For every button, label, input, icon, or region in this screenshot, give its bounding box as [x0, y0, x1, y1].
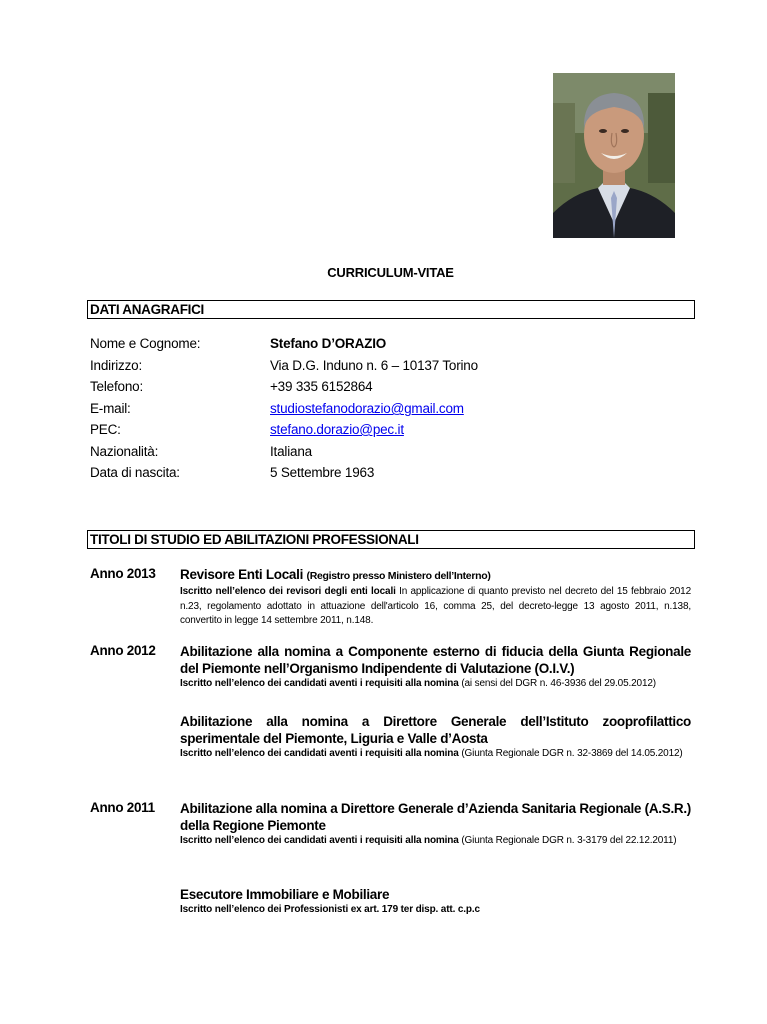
entry-year: Anno 2012 [90, 643, 156, 658]
entry-desc-text: In applicazione di quanto previsto nel decreto del 15 febbraio 2012 n.23, regolamento adottato in attuazione dell'articolo 16, comma 25, del decreto-legge 13 agosto 2011, n.138, convertito in legge 14 settembre 2011, n.148. [180, 586, 691, 626]
entry-title-text: Revisore Enti Locali [180, 567, 304, 582]
entry-description [180, 677, 691, 692]
info-value-birthdate: 5 Settembre 1963 [270, 465, 375, 480]
info-value-address: Via D.G. Induno n. 6 – 10137 Torino [270, 358, 478, 373]
entry-title: Abilitazione alla nomina a Direttore Generale d’Azienda Sanitaria Regionale (A.S.R.) della Regione Piemonte [180, 801, 691, 833]
section-header-titles: TITOLI DI STUDIO ED ABILITAZIONI PROFESSIONALI [87, 530, 695, 549]
entry-title: Esecutore Immobiliare e Mobiliare [180, 887, 390, 902]
info-label: Telefono: [90, 379, 143, 394]
entry-year: Anno 2013 [90, 566, 156, 581]
info-value-phone: +39 335 6152864 [270, 379, 373, 394]
entry-title: Abilitazione alla nomina a Direttore Generale dell’Istituto zooprofilattico sperimentale del Piemonte, Liguria e Valle d’Aosta [180, 714, 691, 746]
info-label: Indirizzo: [90, 358, 143, 373]
info-label: E-mail: [90, 401, 131, 416]
entry-desc-strong: Iscritto nell’elenco dei candidati aventi i requisiti alla nomina [180, 835, 459, 846]
entry-title-paren: (Registro presso Ministero dell’Interno) [306, 570, 491, 582]
entry-asr [180, 800, 691, 849]
pec-link[interactable]: stefano.dorazio@pec.it [270, 422, 404, 437]
portrait-image [553, 73, 675, 238]
email-link[interactable]: studiostefanodorazio@gmail.com [270, 401, 464, 416]
info-label: Data di nascita: [90, 465, 180, 480]
info-value-nationality: Italiana [270, 444, 312, 459]
entry-esecutore [180, 886, 691, 918]
info-label: Nome e Cognome: [90, 336, 201, 351]
entry-desc-strong: Iscritto nell’elenco dei revisori degli enti locali [180, 586, 396, 597]
entry-title: Abilitazione alla nomina a Componente esterno di fiducia della Giunta Regionale del Piemonte nell’Organismo Indipendente di Valutazione (O.I.V.) [180, 644, 691, 676]
entry-description [180, 834, 691, 849]
entry-desc-strong: Iscritto nell’elenco dei candidati aventi i requisiti alla nomina [180, 678, 459, 689]
info-label: PEC: [90, 422, 121, 437]
entry-desc-strong: Iscritto nell’elenco dei Professionisti ex art. 179 ter disp. att. c.p.c [180, 904, 480, 915]
entry-title [180, 566, 691, 585]
section-header-personal-data: DATI ANAGRAFICI [87, 300, 695, 319]
entry-desc-strong: Iscritto nell’elenco dei candidati aventi i requisiti alla nomina [180, 748, 459, 759]
entry-description [180, 747, 691, 762]
entry-desc-text: (Giunta Regionale DGR n. 3-3179 del 22.12.2011) [461, 835, 677, 846]
info-value-name: Stefano D’ORAZIO [270, 336, 387, 351]
entry-description [180, 585, 691, 629]
entry-desc-text: (ai sensi del DGR n. 46-3936 del 29.05.2012) [461, 678, 656, 689]
portrait-photo [553, 73, 675, 238]
entry-oiv [180, 643, 691, 692]
entry-description [180, 903, 691, 918]
info-label: Nazionalità: [90, 444, 159, 459]
entry-izs [180, 713, 691, 762]
entry-desc-text: (Giunta Regionale DGR n. 32-3869 del 14.05.2012) [461, 748, 683, 759]
document-title: CURRICULUM-VITAE [327, 265, 454, 280]
entry-revisore [180, 566, 691, 629]
entry-year: Anno 2011 [90, 800, 155, 815]
